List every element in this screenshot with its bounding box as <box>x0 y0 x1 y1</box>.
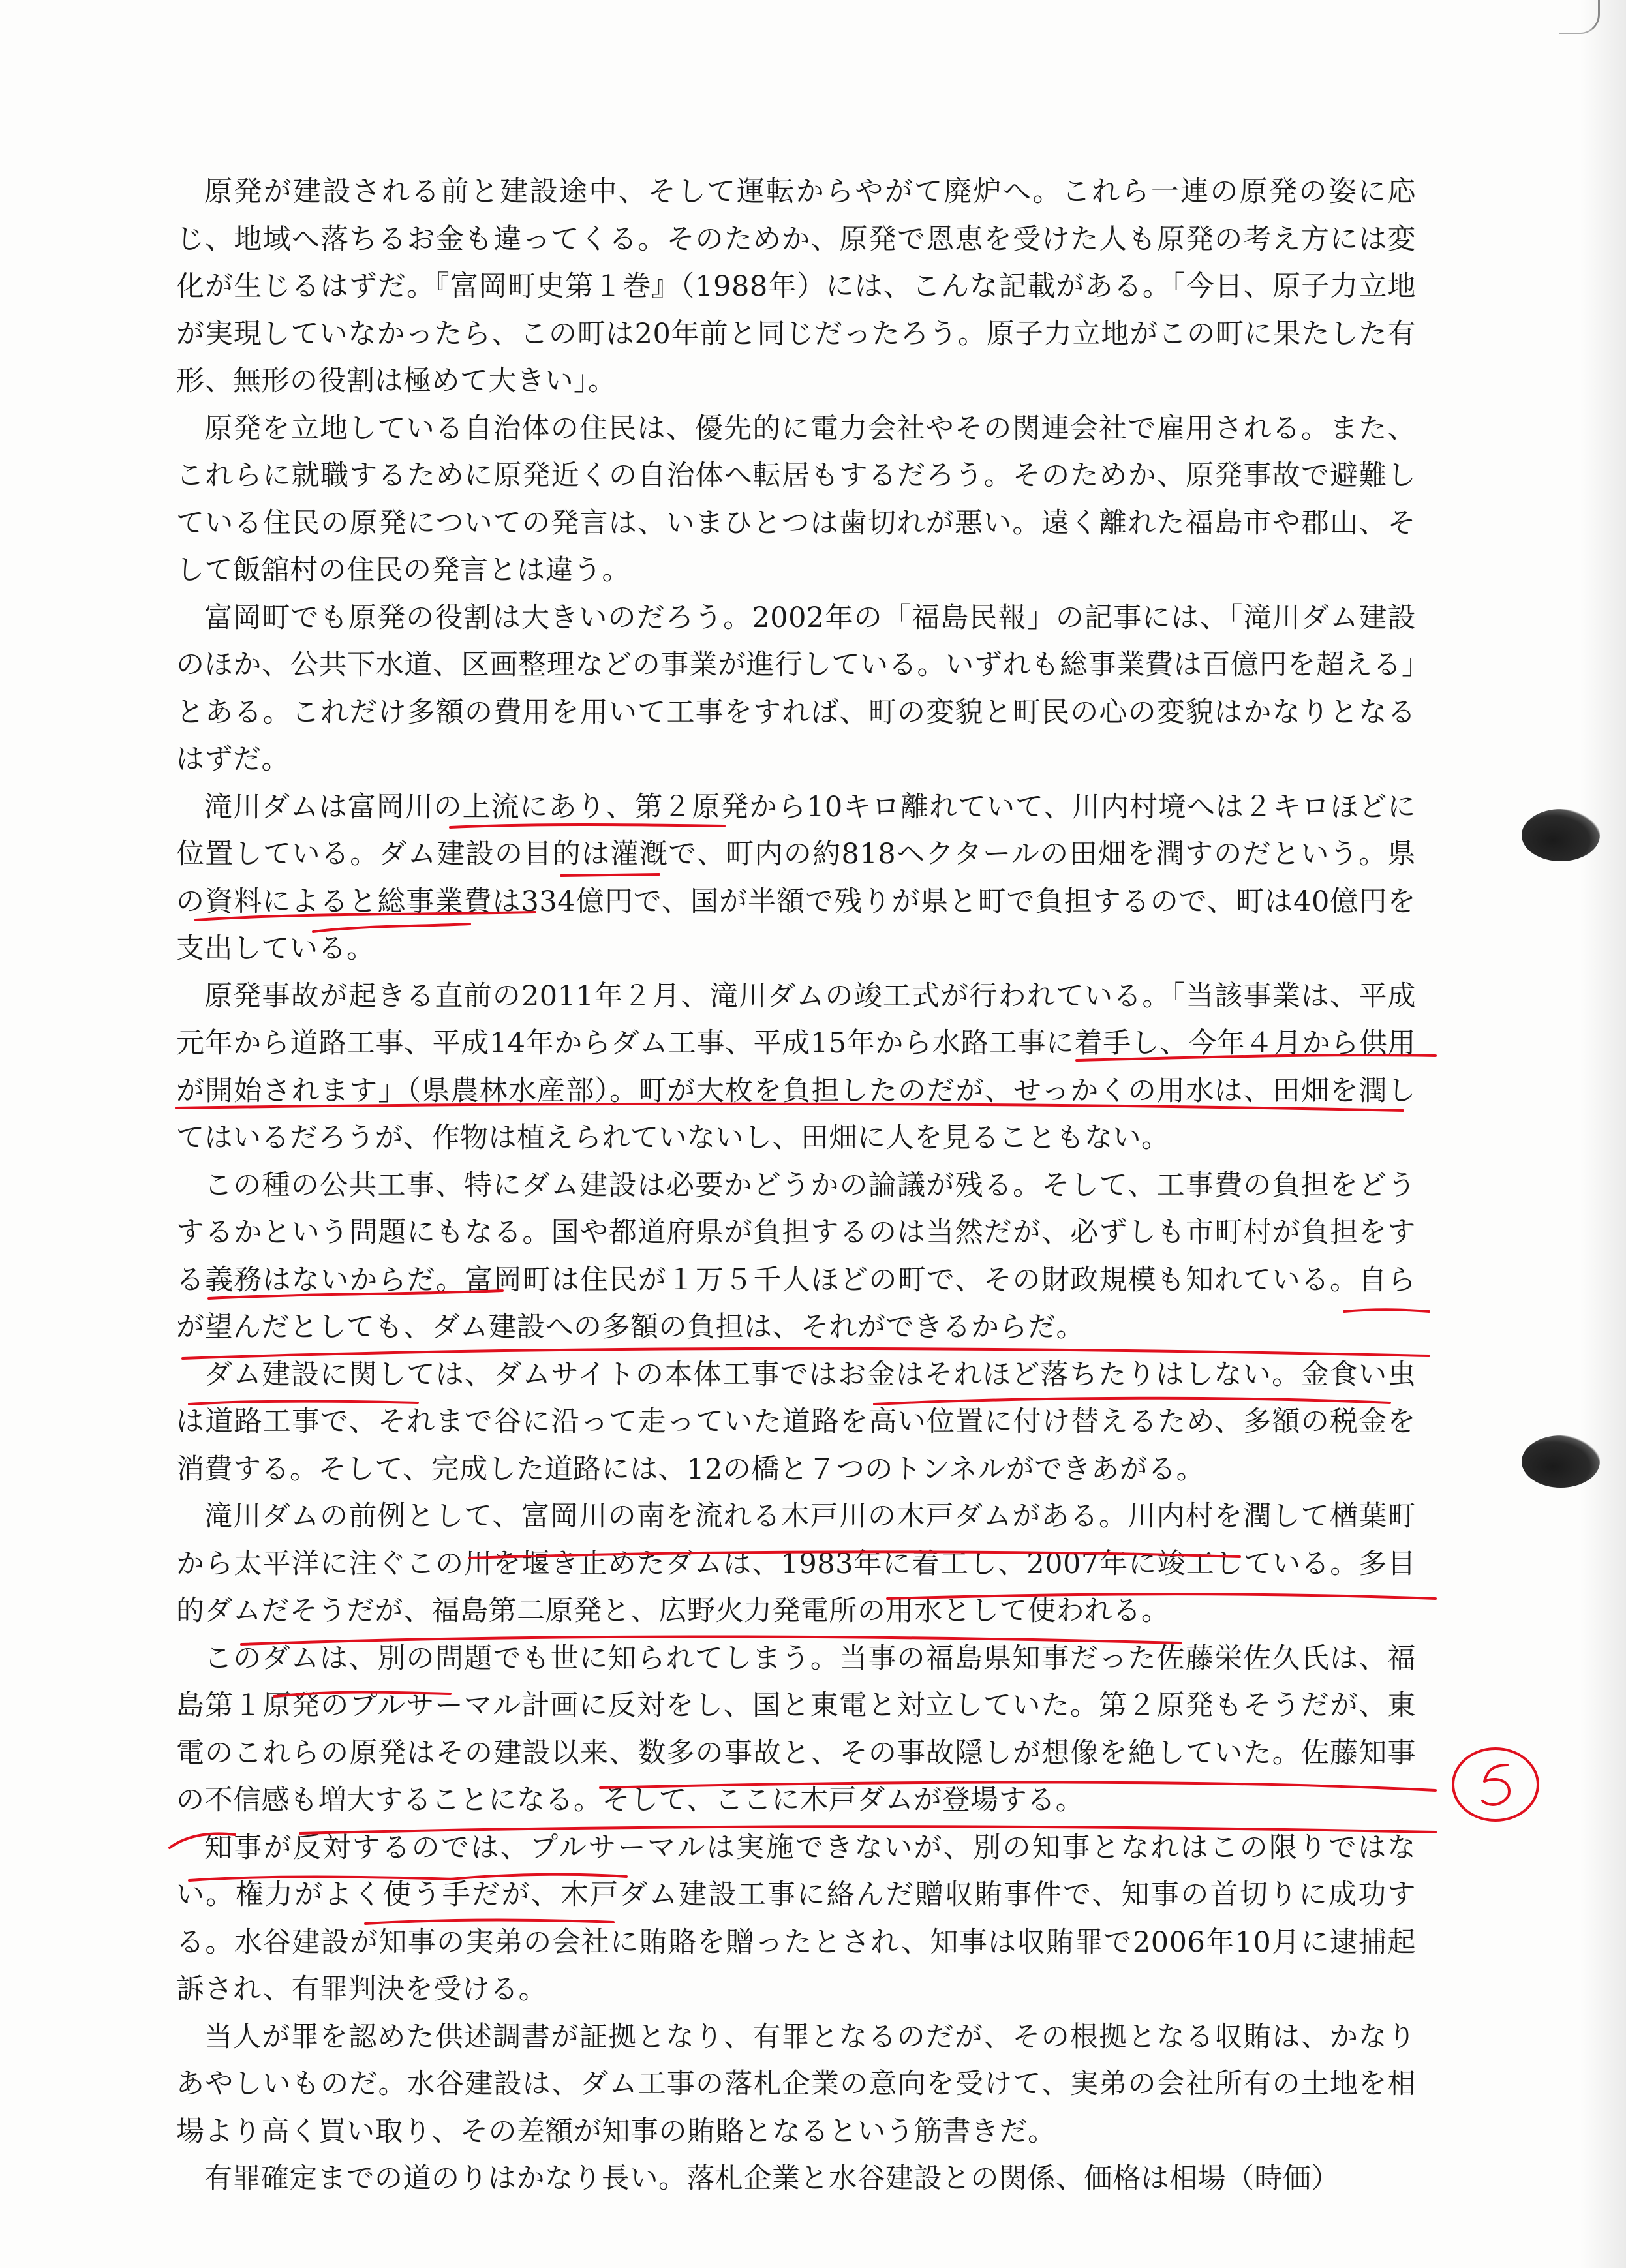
circled-five-glyph <box>1482 1765 1509 1805</box>
body-text <box>176 168 1416 2203</box>
circled-five-mark <box>1453 1749 1538 1820</box>
paragraph: 滝川ダムの前例として、富岡川の南を流れる木戸川の木戸ダムがある。川内村を潤して楢葉町から太平洋に注ぐこの川を堰き止めたダムは、1983年に着工し、2007年に竣工している。多目的ダムだそうだが、福島第二原発と、広野火力発電所の用水として使われる。 <box>176 1500 1416 1627</box>
paragraph: 滝川ダムは富岡川の上流にあり、第２原発から10キロ離れていて、川内村境へは２キロほどに位置している。ダム建設の目的は灌漑で、町内の約818ヘクタールの田畑を潤すのだという。県の資料によると総事業費は334億円で、国が半額で残りが県と町で負担するので、町は40億円を支出している。 <box>176 790 1416 965</box>
paragraph: このダムは、別の問題でも世に知られてしまう。当事の福島県知事だった佐藤栄佐久氏は、福島第１原発のプルサーマル計画に反対をし、国と東電と対立していた。第２原発もそうだが、東電のこれらの原発はその建設以来、数多の事故と、その事故隠しが想像を絶していた。佐藤知事の不信感も増大することになる。そして、ここに木戸ダムが登場する。 <box>176 1642 1416 1816</box>
page-edge-shadow <box>1580 0 1626 2268</box>
paragraph: 富岡町でも原発の役割は大きいのだろう。2002年の「福島民報」の記事には、「滝川ダム建設のほか、公共下水道、区画整理などの事業が進行している。いずれも総事業費は百億円を超える」とある。これだけ多額の費用を用いて工事をすれば、町の変貌と町民の心の変貌はかなりとなるはずだ。 <box>176 601 1416 776</box>
paragraph: 当人が罪を認めた供述調書が証拠となり、有罪となるのだが、その根拠となる収賄は、かなりあやしいものだ。水谷建設は、ダム工事の落札企業の意向を受けて、実弟の会社所有の土地を相場より高く買い取り、その差額が知事の賄賂となるという筋書きだ。 <box>176 2020 1416 2148</box>
punch-hole-lower <box>1522 1435 1600 1488</box>
paragraph: 有罪確定までの道のりはかなり長い。落札企業と水谷建設との関係、価格は相場（時価） <box>204 2162 1340 2195</box>
paragraph: 原発を立地している自治体の住民は、優先的に電力会社やその関連会社で雇用される。また、これらに就職するために原発近くの自治体へ転居もするだろう。そのためか、原発事故で避難している住民の原発についての発言は、いまひとつは歯切れが悪い。遠く離れた福島市や郡山、そして飯舘村の住民の発言とは違う。 <box>176 412 1416 587</box>
paragraph: ダム建設に関しては、ダムサイトの本体工事ではお金はそれほど落ちたりはしない。金食い虫は道路工事で、それまで谷に沿って走っていた道路を高い位置に付け替えるため、多額の税金を消費する。そして、完成した道路には、12の橋と７つのトンネルができあがる。 <box>176 1358 1416 1486</box>
paragraph: 知事が反対するのでは、プルサーマルは実施できないが、別の知事となれはこの限りではない。権力がよく使う手だが、木戸ダム建設工事に絡んだ贈収賄事件で、知事の首切りに成功する。水谷建設が知事の実弟の会社に賄賂を贈ったとされ、知事は収賄罪で2006年10月に逮捕起訴され、有罪判決を受ける。 <box>176 1831 1416 2006</box>
paragraph: この種の公共工事、特にダム建設は必要かどうかの論議が残る。そして、工事費の負担をどうするかという問題にもなる。国や都道府県が負担するのは当然だが、必ずしも市町村が負担をする義務はないからだ。富岡町は住民が１万５千人ほどの町で、その財政規模も知れている。自らが望んだとしても、ダム建設への多額の負担は、それができるからだ。 <box>176 1169 1416 1343</box>
paragraph: 原発が建設される前と建設途中、そして運転からやがて廃炉へ。これら一連の原発の姿に応じ、地域へ落ちるお金も違ってくる。そのためか、原発で恩恵を受けた人も原発の考え方には変化が生じるはずだ。『富岡町史第１巻』（1988年）には、こんな記載がある。「今日、原子力立地が実現していなかったら、この町は20年前と同じだったろう。原子力立地がこの町に果たした有形、無形の役割は極めて大きい」。 <box>176 176 1416 397</box>
paragraph: 原発事故が起きる直前の2011年２月、滝川ダムの竣工式が行われている。「当該事業は、平成元年から道路工事、平成14年からダム工事、平成15年から水路工事に着手し、今年４月から供用が開始されます」（県農林水産部）。町が大枚を負担したのだが、せっかくの用水は、田畑を潤してはいるだろうが、作物は植えられていないし、田畑に人を見ることもない。 <box>176 979 1416 1154</box>
punch-hole-upper <box>1522 809 1600 861</box>
